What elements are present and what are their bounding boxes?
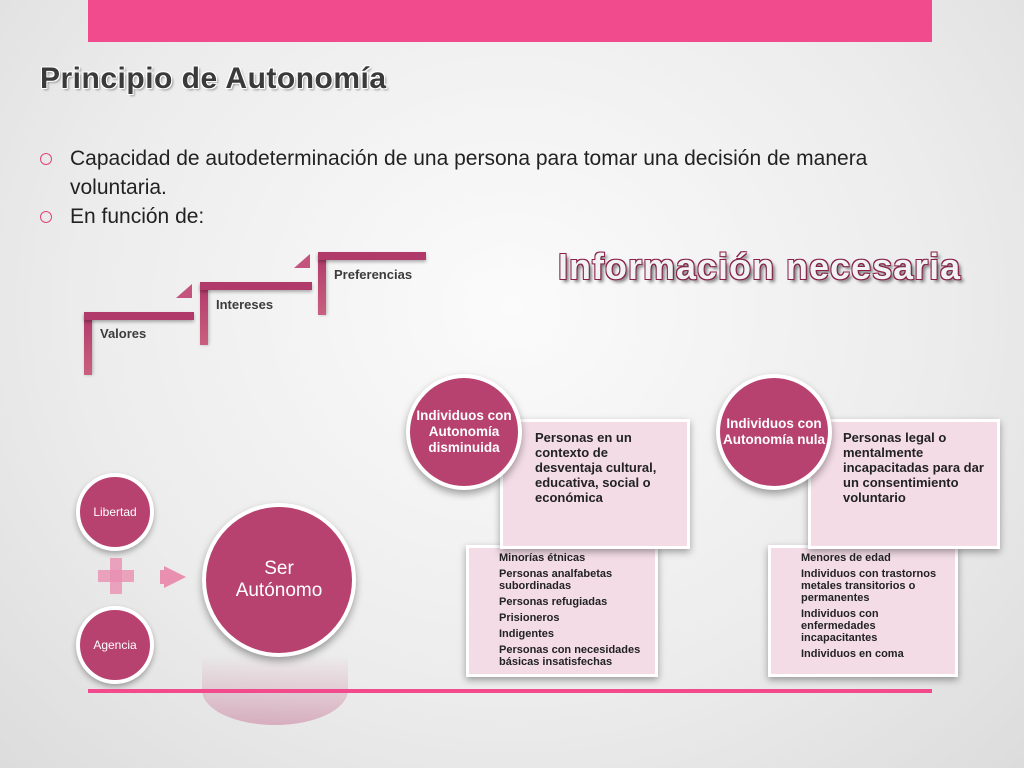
disminuida-description-text: Personas en un contexto de desventaja cultural, educativa, social o económica <box>535 430 657 505</box>
step-label-valores: Valores <box>100 326 147 341</box>
plus-icon-bar <box>98 570 134 582</box>
slide-title: Principio de Autonomía <box>40 62 387 95</box>
circle-bullet-icon <box>40 211 52 223</box>
nula-circle <box>716 374 832 490</box>
list-item: Personas con necesidades básicas insatisfechas <box>499 644 641 668</box>
agencia-circle <box>76 606 154 684</box>
arrow-right-icon <box>164 566 186 588</box>
nula-label: Individuos con Autonomía nula <box>723 416 825 447</box>
bullet-list <box>40 144 940 231</box>
list-item: Individuos con trastornos metales transitorios o permanentes <box>801 568 937 604</box>
step-cap <box>294 254 310 268</box>
nula-description-text: Personas legal o mentalmente incapacitadas para dar un consentimiento voluntario <box>843 430 984 505</box>
list-item: Personas refugiadas <box>499 596 608 608</box>
step-label-intereses: Intereses <box>216 297 274 312</box>
step-riser <box>84 315 92 375</box>
circle-bullet-icon <box>40 153 52 165</box>
nula-description <box>808 419 1000 549</box>
bullet-text: En función de: <box>70 205 205 228</box>
ser-autonomo-circle <box>202 503 356 657</box>
bullet-text: Capacidad de autodeterminación de una persona para tomar una decisión de manera voluntaria. <box>70 147 868 199</box>
libertad-circle <box>76 473 154 551</box>
list-item: Minorías étnicas <box>499 552 586 564</box>
ser-label: Ser <box>264 558 294 579</box>
disminuida-circle <box>406 374 522 490</box>
autonomo-label: Autónomo <box>235 580 323 601</box>
bottom-accent-line <box>88 689 932 693</box>
list-item: Indigentes <box>499 628 555 640</box>
disminuida-label: Individuos con Autonomía disminuida <box>416 408 512 455</box>
step-cap <box>176 284 192 298</box>
agencia-label: Agencia <box>93 638 137 652</box>
step-label-preferencias: Preferencias <box>334 267 413 282</box>
info-heading: Información necesaria <box>558 246 962 287</box>
disminuida-description <box>500 419 690 549</box>
list-item: Personas analfabetas subordinadas <box>499 568 613 592</box>
step-tread <box>318 252 426 260</box>
bullet-item <box>40 144 940 202</box>
step-riser <box>200 285 208 345</box>
nula-list <box>768 545 958 677</box>
step-tread <box>84 312 194 320</box>
top-accent-bar <box>88 0 932 42</box>
list-item: Prisioneros <box>499 612 560 624</box>
libertad-label: Libertad <box>93 505 137 519</box>
list-item: Menores de edad <box>801 552 891 564</box>
step-riser <box>318 255 326 315</box>
bullet-item <box>40 202 940 231</box>
step-tread <box>200 282 312 290</box>
list-item: Individuos en coma <box>801 648 904 660</box>
disminuida-list <box>466 545 658 677</box>
list-item: Individuos con enfermedades incapacitantes <box>801 608 879 644</box>
